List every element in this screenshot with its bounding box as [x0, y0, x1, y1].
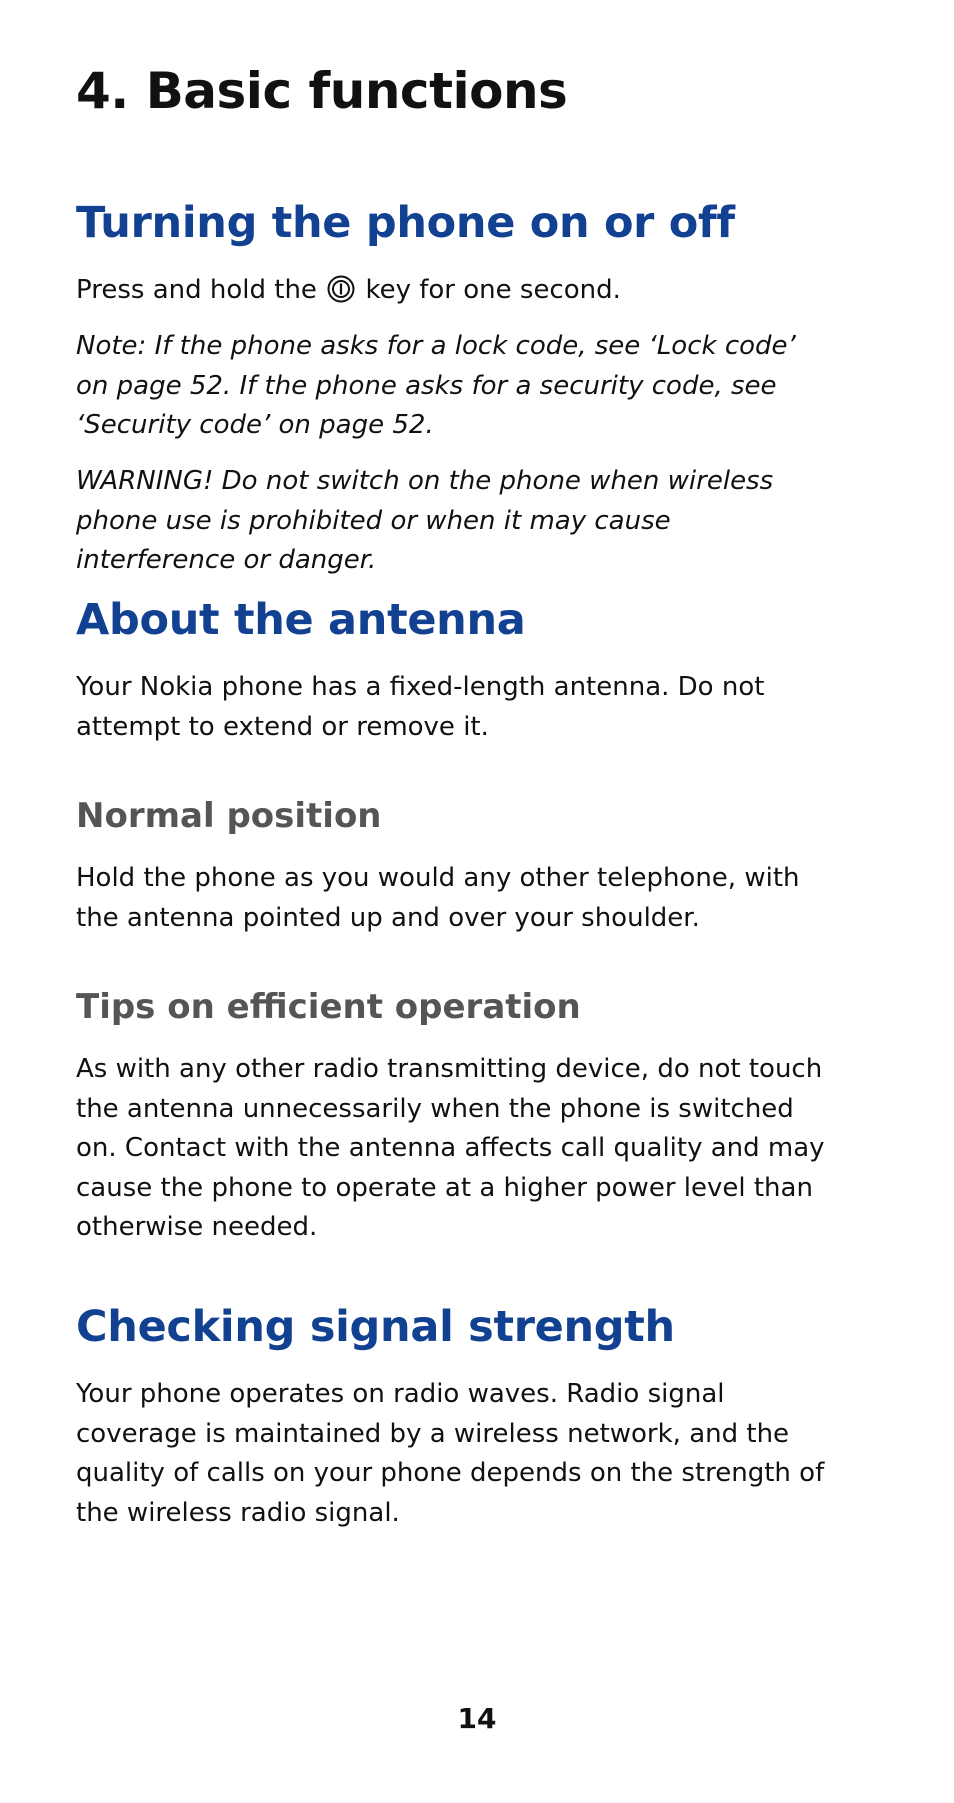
power-instruction-after: key for one second.: [365, 275, 621, 305]
subsection-heading-normal-position: Normal position: [76, 796, 382, 836]
power-instruction-before: Press and hold the: [76, 275, 317, 305]
section-heading-antenna: About the antenna: [76, 595, 526, 645]
warning-text: WARNING! Do not switch on the phone when wireless phone use is prohibited or when it may cause interference or danger.: [76, 466, 774, 575]
section-heading-turning-on-off: Turning the phone on or off: [76, 198, 735, 248]
power-instruction: [76, 271, 836, 311]
normal-position-body: Hold the phone as you would any other telephone, with the antenna pointed up and over your shoulder.: [76, 863, 800, 933]
signal-strength-body: Your phone operates on radio waves. Radio signal coverage is maintained by a wireless network, and the quality of calls on your phone depends on the strength of the wireless radio signal.: [76, 1379, 825, 1528]
antenna-body: Your Nokia phone has a fixed-length antenna. Do not attempt to extend or remove it.: [76, 672, 765, 742]
efficient-operation-body: As with any other radio transmitting device, do not touch the antenna unnecessarily when the phone is switched on. Contact with the antenna affects call quality and may cause the phone to operate at a higher power level than otherwise needed.: [76, 1054, 825, 1242]
power-key-icon: [327, 275, 355, 303]
chapter-title: 4. Basic functions: [76, 62, 568, 120]
subsection-heading-efficient-operation: Tips on efficient operation: [76, 987, 581, 1027]
lock-code-note: Note: If the phone asks for a lock code, see ‘Lock code’ on page 52. If the phone asks for a security code, see ‘Security code’ on page 52.: [76, 331, 796, 440]
page-number: 14: [457, 1702, 497, 1735]
section-heading-signal-strength: Checking signal strength: [76, 1302, 675, 1352]
